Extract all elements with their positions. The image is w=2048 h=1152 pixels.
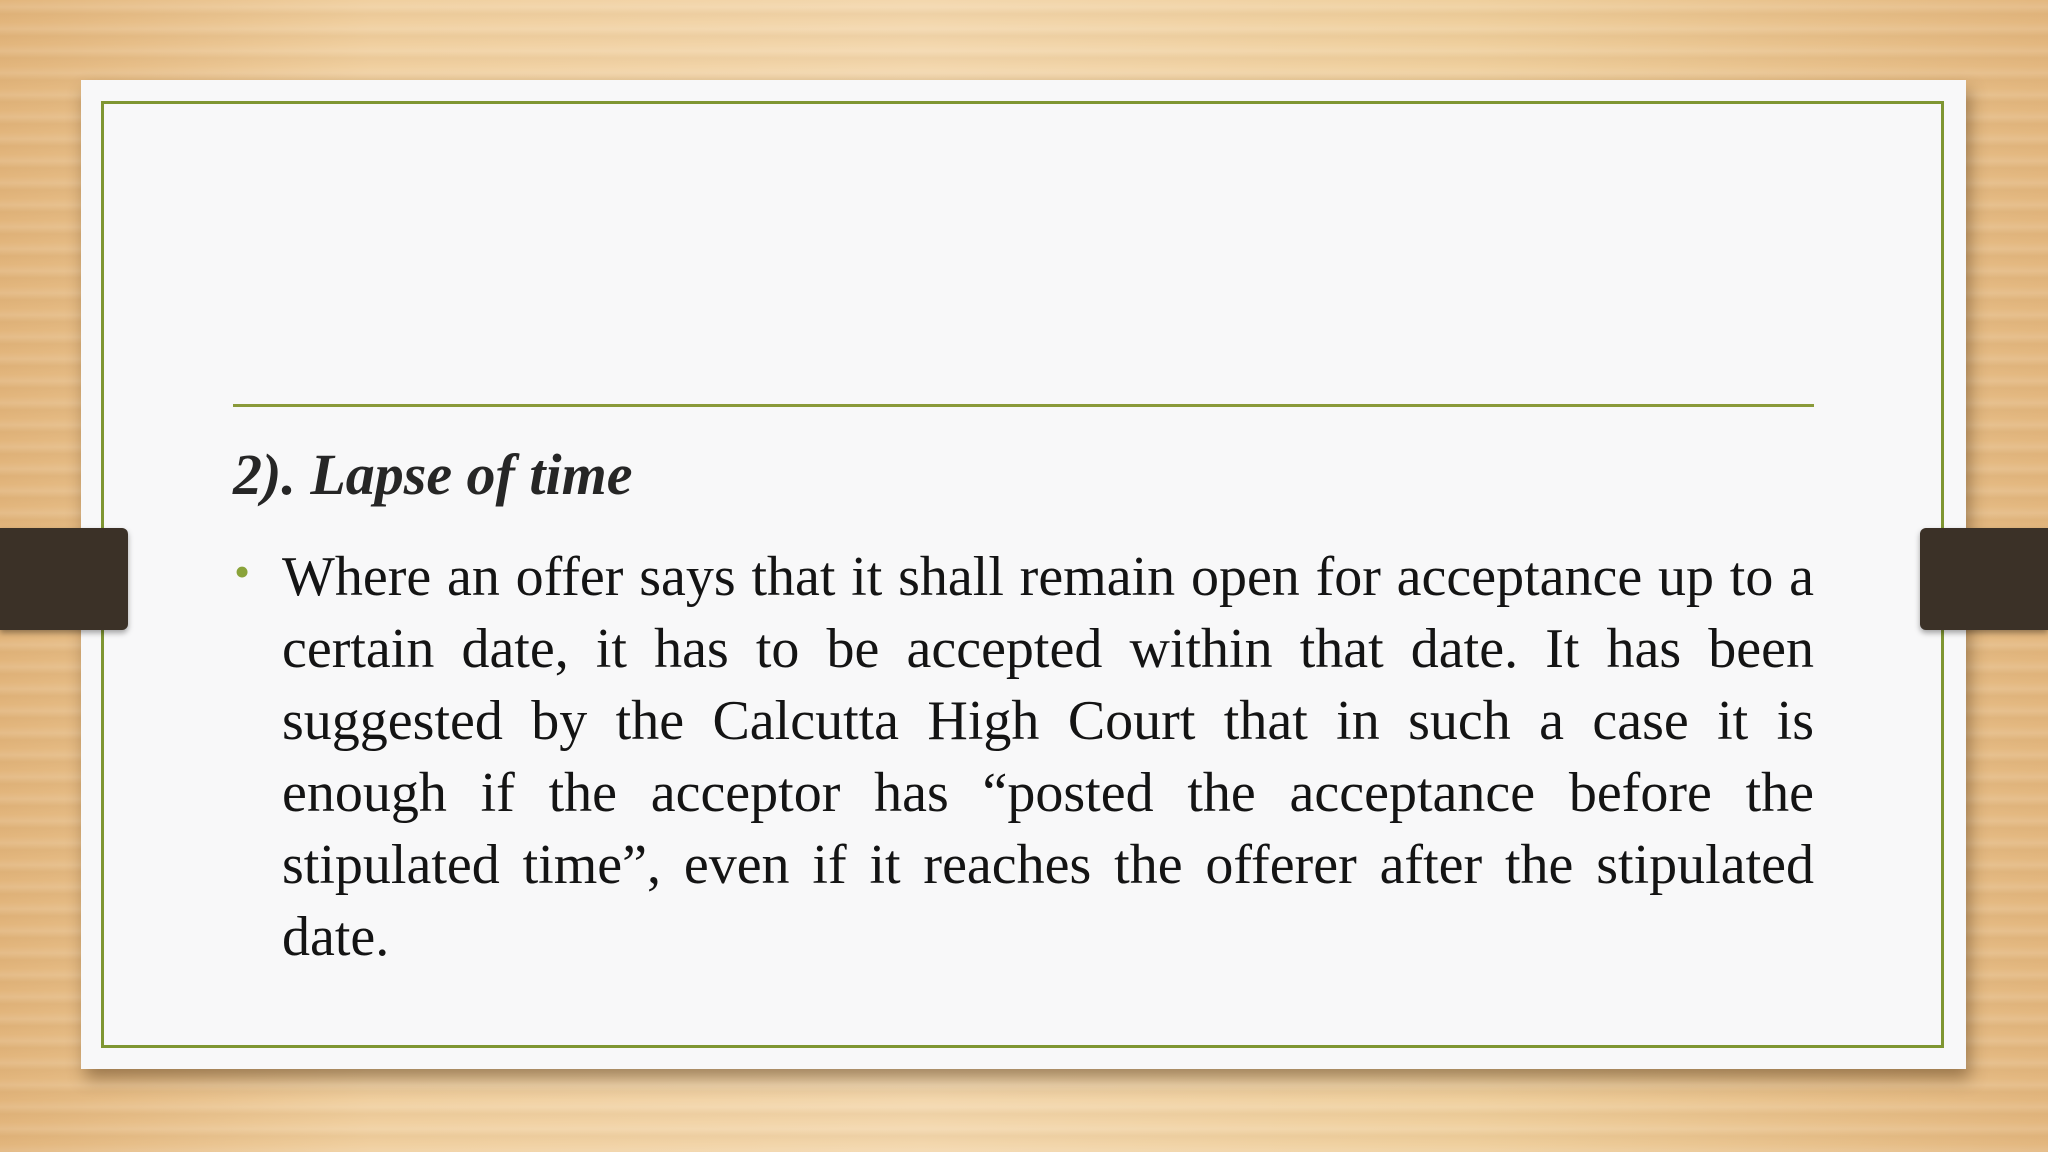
bullet-icon: • bbox=[234, 546, 251, 597]
right-strap bbox=[1920, 528, 2048, 630]
slide-title: 2). Lapse of time bbox=[233, 442, 633, 507]
left-strap bbox=[0, 528, 128, 630]
bullet-text: Where an offer says that it shall remain open for acceptance up to a certain date, it has to be accepted within that date. It has been suggested by the Calcutta High Court that in such a case it is enough if the acceptor has “posted the acceptance before the stipulated time”, even if it reaches the offerer after the stipulated date. bbox=[282, 546, 1814, 968]
title-divider bbox=[233, 404, 1814, 407]
